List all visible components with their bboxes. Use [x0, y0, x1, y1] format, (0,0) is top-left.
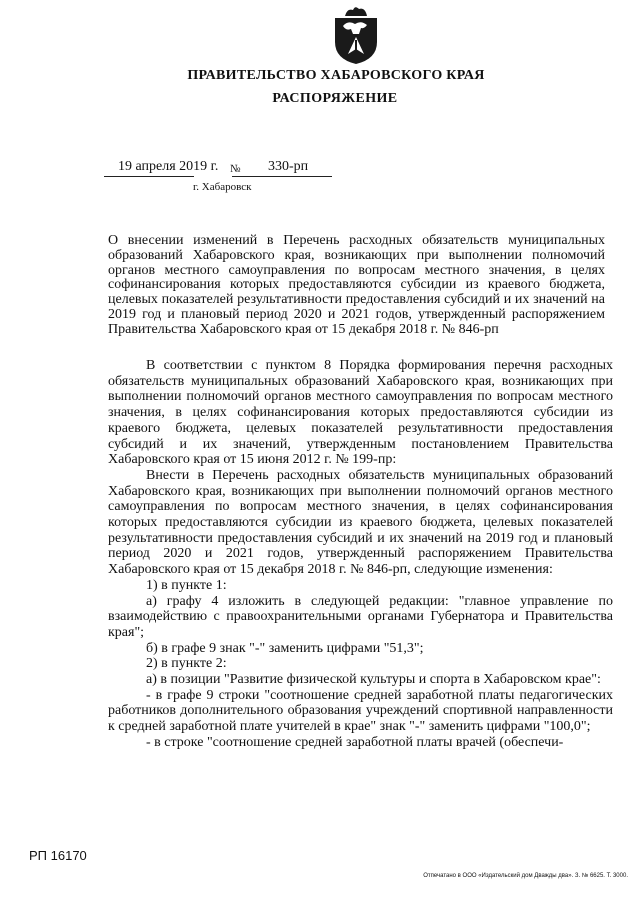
document-number: 330-рп [268, 159, 309, 174]
paragraph: В соответствии с пунктом 8 Порядка формирования перечня расходных обязательств муниципальных образований Хабаровского края, возникающих при выполнении полномочий органов местного самоуправления по вопросам местного значения, в целях софинансирования которых предоставляются субсидии из краевого бюджета, целевых показателей результативности предоставления субсидий и их значений, утвержденным постановлением Правительства Хабаровского края от 15 июня 2012 г. № 199-пр: [108, 358, 613, 468]
city: г. Хабаровск [193, 181, 252, 193]
government-title: ПРАВИТЕЛЬСТВО ХАБАРОВСКОГО КРАЯ [187, 68, 485, 83]
document-date: 19 апреля 2019 г. [118, 159, 219, 174]
printer-note: Отпечатано в ООО «Издательский дом Дважды два». З. № 6625. Т. 3000. [423, 873, 628, 879]
document-subject: О внесении изменений в Перечень расходных обязательств муниципальных образований Хабаровского края, возникающих при выполнении полномочий органов местного самоуправления по вопросам местного значения, в целях софинансирования которых предоставляются субсидии из краевого бюджета, целевых показателей результативности предоставления субсидий и их значений на 2019 год и плановый период 2020 и 2021 годов, утвержденный распоряжением Правительства Хабаровского края от 15 декабря 2018 г. № 846-рп [108, 233, 605, 337]
paragraph: 2) в пункте 2: [146, 656, 227, 672]
paragraph: Внести в Перечень расходных обязательств муниципальных образований Хабаровского края, возникающих при выполнении полномочий органов местного самоуправления по вопросам местного значения, в целях софинансирования которых предоставляются субсидии из краевого бюджета, целевых показателей результативности предоставления субсидий и их значений на 2019 год и плановый период 2020 и 2021 годов, утвержденный распоряжением Правительства Хабаровского края от 15 декабря 2018 г. № 846-рп, следующие изменения: [108, 467, 613, 578]
footer-code: РП 16170 [29, 848, 87, 863]
date-number-line [104, 159, 334, 179]
paragraph: б) в графе 9 знак "-" заменить цифрами "51,3"; [146, 640, 424, 656]
paragraph: а) графу 4 изложить в следующей редакции: "главное управление по взаимодействию с правоохранительными органами Губернатора и Правительства края"; [108, 593, 613, 640]
paragraph: 1) в пункте 1: [146, 577, 227, 593]
document-type: РАСПОРЯЖЕНИЕ [272, 91, 398, 106]
paragraph: а) в позиции "Развитие физической культуры и спорта в Хабаровском крае": [146, 672, 601, 688]
coat-of-arms-icon [331, 4, 381, 66]
number-sign: № [230, 163, 241, 175]
number-underline [232, 176, 332, 177]
document-body [108, 358, 613, 751]
date-underline [104, 176, 194, 177]
paragraph: - в строке "соотношение средней заработной платы врачей (обеспечи- [146, 734, 564, 750]
paragraph: - в графе 9 строки "соотношение средней заработной платы педагогических работников дополнительного образования учреждений спортивной направленности к средней заработной плате учителей в крае" знак "-" заменить цифрами "100,0"; [108, 687, 613, 735]
